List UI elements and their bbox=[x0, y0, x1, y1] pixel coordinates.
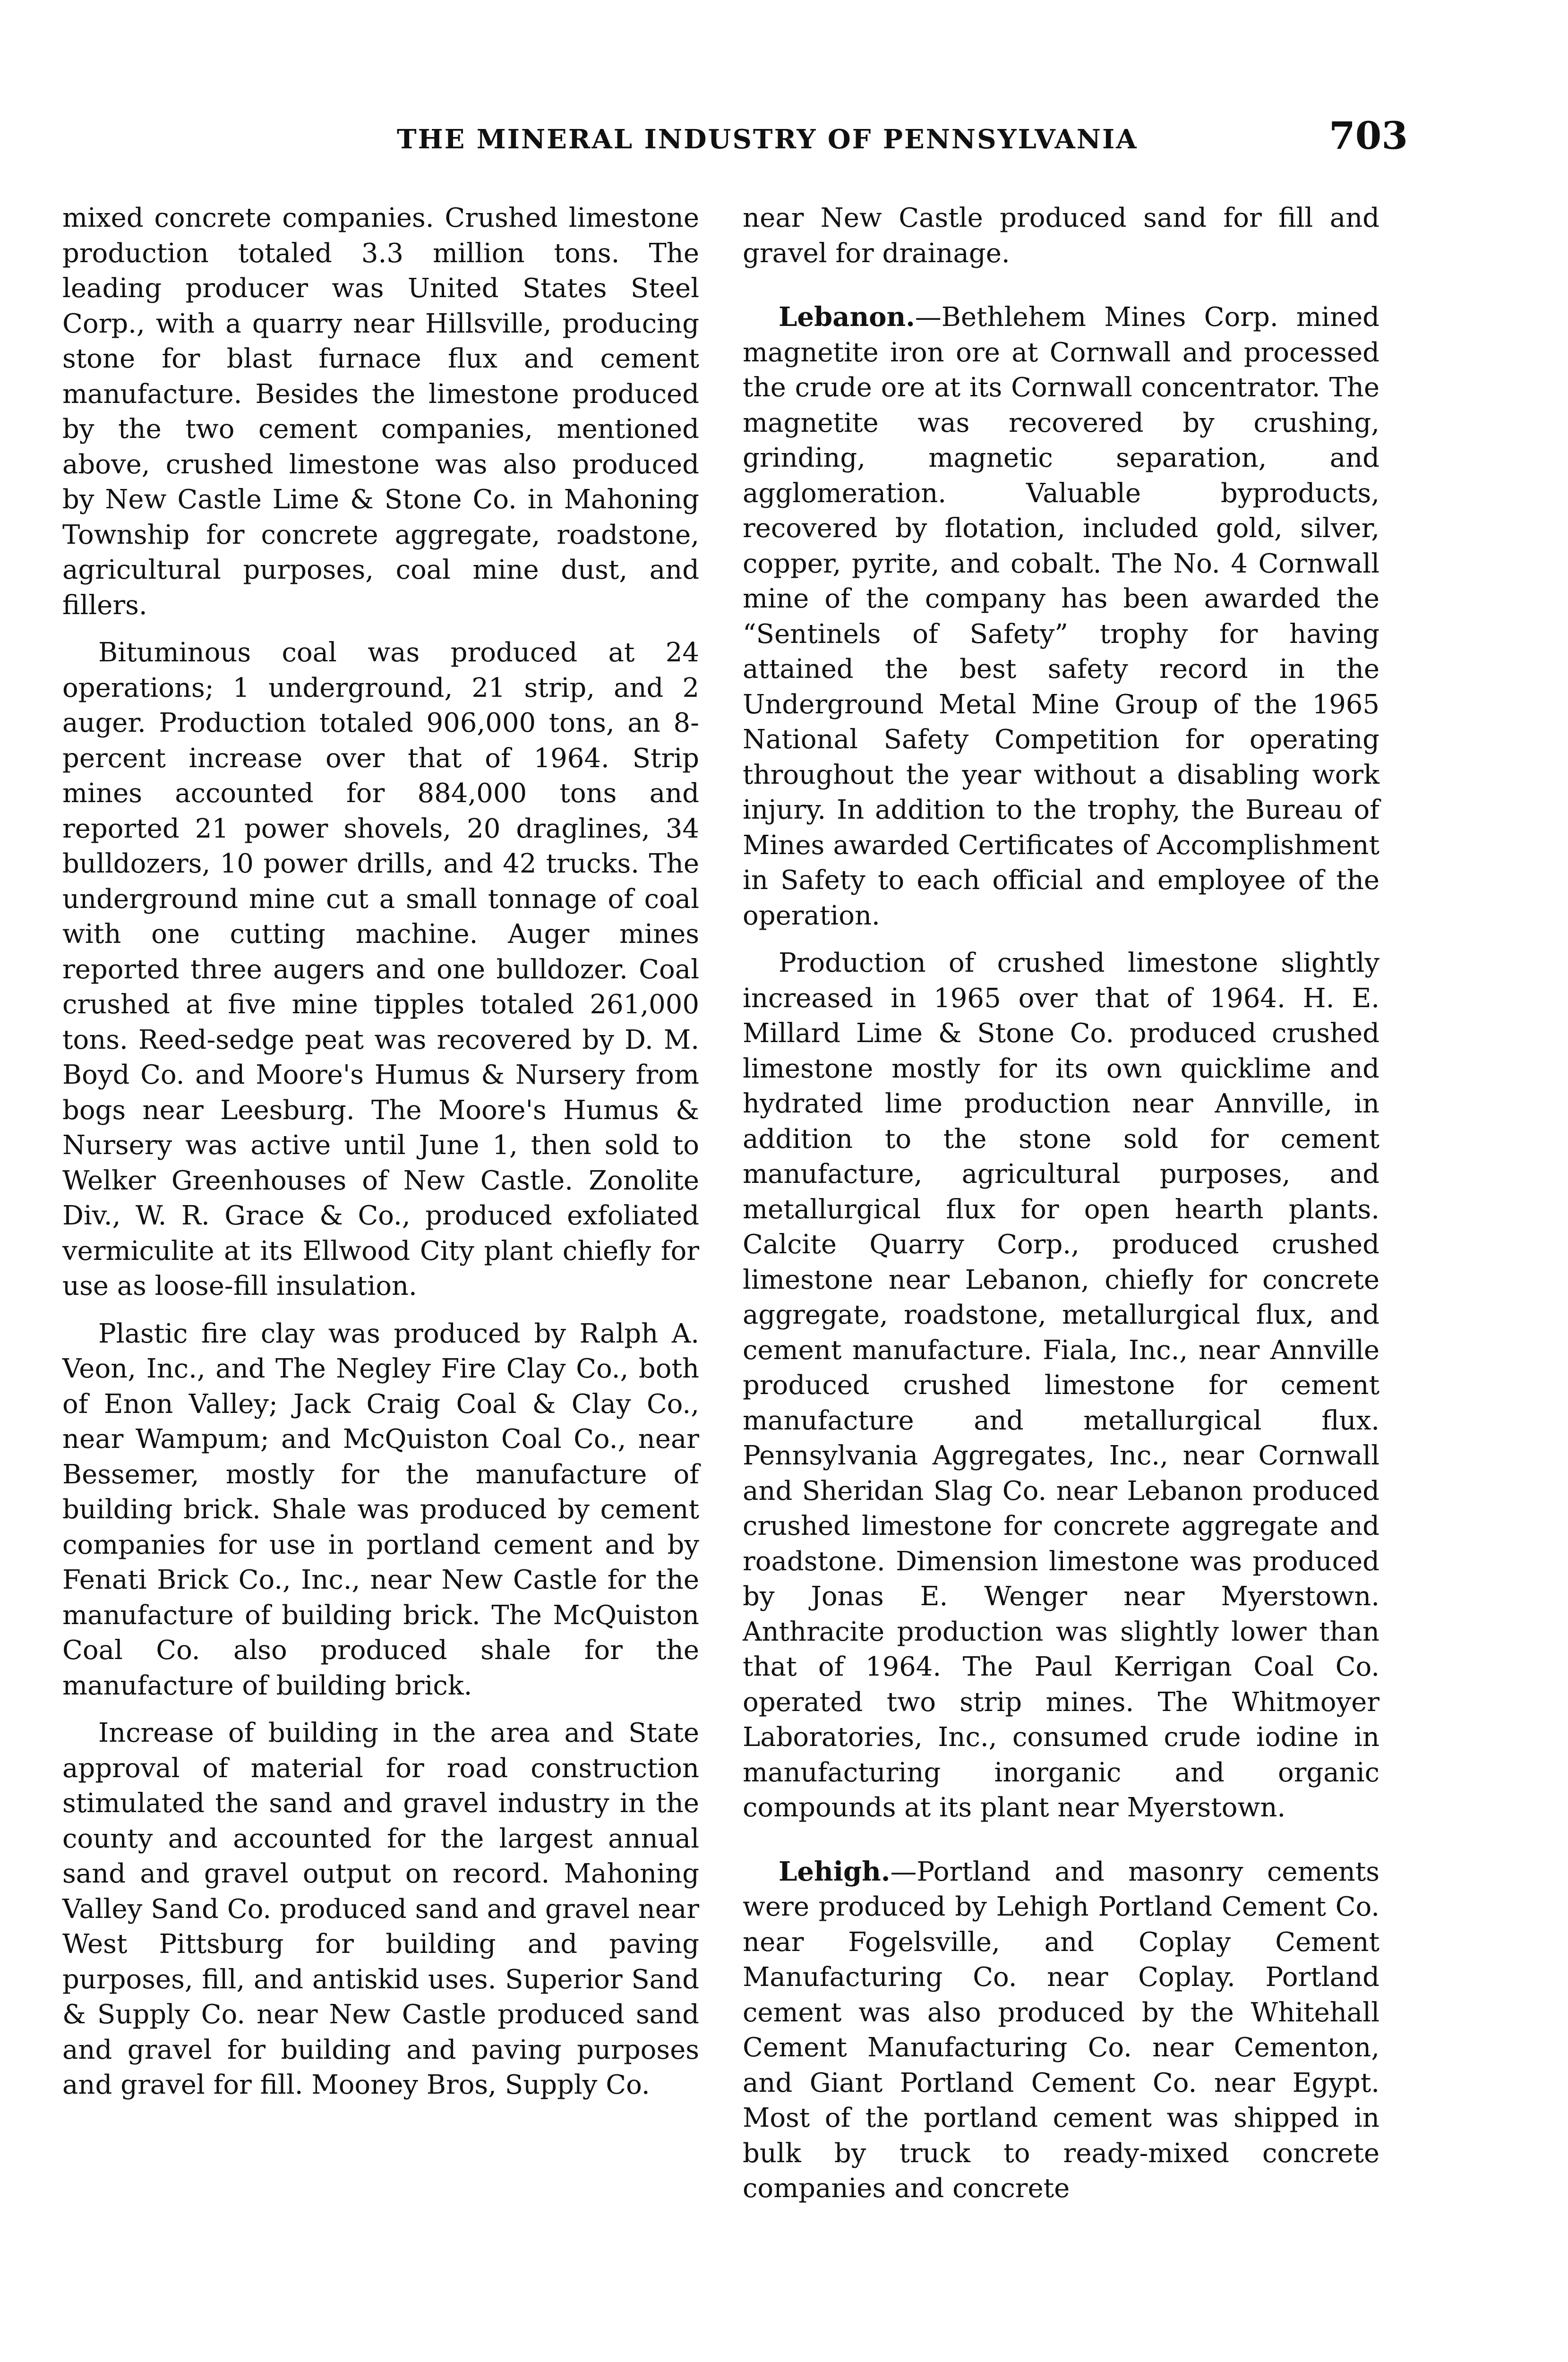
right-column bbox=[743, 201, 1379, 2219]
lehigh-heading: Lehigh. bbox=[779, 1856, 891, 1887]
lehigh-paragraph-1 bbox=[743, 1854, 1379, 2207]
left-paragraph-1: mixed concrete companies. Crushed limestone production totaled 3.3 million tons. The leading producer was United States Steel Corp., with a quarry near Hillsville, producing stone for blast furnace flux and cement manufacture. Besides the limestone produced by the two cement companies, mentioned above, crushed limestone was also produced by New Castle Lime & Stone Co. in Mahoning Township for concrete aggregate, roadstone, agricultural purposes, coal mine dust, and fillers. bbox=[62, 203, 699, 621]
lebanon-paragraph-1 bbox=[743, 300, 1379, 933]
left-paragraph-3: Plastic fire clay was produced by Ralph A. Veon, Inc., and The Negley Fire Clay Co., both of Enon Valley; Jack Craig Coal & Clay Co., near Wampum; and McQuiston Coal Co., near Bessemer, mostly for the manufacture of building brick. Shale was produced by cement companies for use in portland cement and by Fenati Brick Co., Inc., near New Castle for the manufacture of building brick. The McQuiston Coal Co. also produced shale for the manufacture of building brick. bbox=[62, 1318, 699, 1701]
lebanon-paragraph-2: Production of crushed limestone slightly increased in 1965 over that of 1964. H. E. Millard Lime & Stone Co. produced crushed limestone mostly for its own quicklime and hydrated lime production near Annville, in addition to the stone sold for cement manufacture, agricultural purposes, and metallurgical flux for open hearth plants. Calcite Quarry Corp., produced crushed limestone near Lebanon, chiefly for concrete aggregate, roadstone, metallurgical flux, and cement manufacture. Fiala, Inc., near Annville produced crushed limestone for cement manufacture and metallurgical flux. Pennsylvania Aggregates, Inc., near Cornwall and Sheridan Slag Co. near Lebanon produced crushed limestone for concrete aggregate and roadstone. Dimension limestone was produced by Jonas E. Wenger near Myerstown. Anthracite production was slightly lower than that of 1964. The Paul Kerrigan Coal Co. operated two strip mines. The Whitmoyer Laboratories, Inc., consumed crude iodine in manufacturing inorganic and organic compounds at its plant near Myerstown. bbox=[743, 948, 1379, 1823]
running-head bbox=[66, 113, 1408, 166]
left-paragraph-4: Increase of building in the area and State approval of material for road construction stimulated the sand and gravel industry in the county and accounted for the largest annual sand and gravel output on record. Mahoning Valley Sand Co. produced sand and gravel near West Pittsburg for building and paving purposes, fill, and antiskid uses. Superior Sand & Supply Co. near New Castle produced sand and gravel for building and paving purposes and gravel for fill. Mooney Bros, Supply Co. bbox=[62, 1718, 699, 2100]
right-paragraph-1: near New Castle produced sand for fill and gravel for drainage. bbox=[743, 203, 1379, 269]
running-title: THE MINERAL INDUSTRY OF PENNSYLVANIA bbox=[397, 124, 1138, 155]
lebanon-heading: Lebanon. bbox=[779, 301, 915, 333]
lehigh-text-1: —Portland and masonry cements were produced by Lehigh Portland Cement Co. near Fogelsville, and Coplay Cement Manufacturing Co. near Coplay. Portland cement was also produced by the Whitehall Cement Manufacturing Co. near Cementon, and Giant Portland Cement Co. near Egypt. Most of the portland cement was shipped in bulk by truck to ready-mixed concrete companies and concrete bbox=[743, 1856, 1379, 2204]
left-paragraph-2: Bituminous coal was produced at 24 operations; 1 underground, 21 strip, and 2 auger. Production totaled 906,000 tons, an 8-percent increase over that of 1964. Strip mines accounted for 884,000 tons and reported 21 power shovels, 20 draglines, 34 bulldozers, 10 power drills, and 42 trucks. The underground mine cut a small tonnage of coal with one cutting machine. Auger mines reported three augers and one bulldozer. Coal crushed at five mine tipples totaled 261,000 tons. Reed-sedge peat was recovered by D. M. Boyd Co. and Moore's Humus & Nursery from bogs near Leesburg. The Moore's Humus & Nursery was active until June 1, then sold to Welker Greenhouses of New Castle. Zonolite Div., W. R. Grace & Co., produced exfoliated vermiculite at its Ellwood City plant chiefly for use as loose-fill insulation. bbox=[62, 637, 699, 1301]
page-number: 703 bbox=[1329, 113, 1408, 158]
left-column bbox=[62, 201, 699, 2115]
lebanon-text-1: —Bethlehem Mines Corp. mined magnetite iron ore at Cornwall and processed the crude ore at its Cornwall concentrator. The magnetite was recovered by crushing, grinding, magnetic separation, and agglomeration. Valuable byproducts, recovered by flotation, included gold, silver, copper, pyrite, and cobalt. The No. 4 Cornwall mine of the company has been awarded the “Sentinels of Safety” trophy for having attained the best safety record in the Underground Metal Mine Group of the 1965 National Safety Competition for operating throughout the year without a disabling work injury. In addition to the trophy, the Bureau of Mines awarded Certificates of Accomplishment in Safety to each official and employee of the operation. bbox=[743, 302, 1379, 931]
